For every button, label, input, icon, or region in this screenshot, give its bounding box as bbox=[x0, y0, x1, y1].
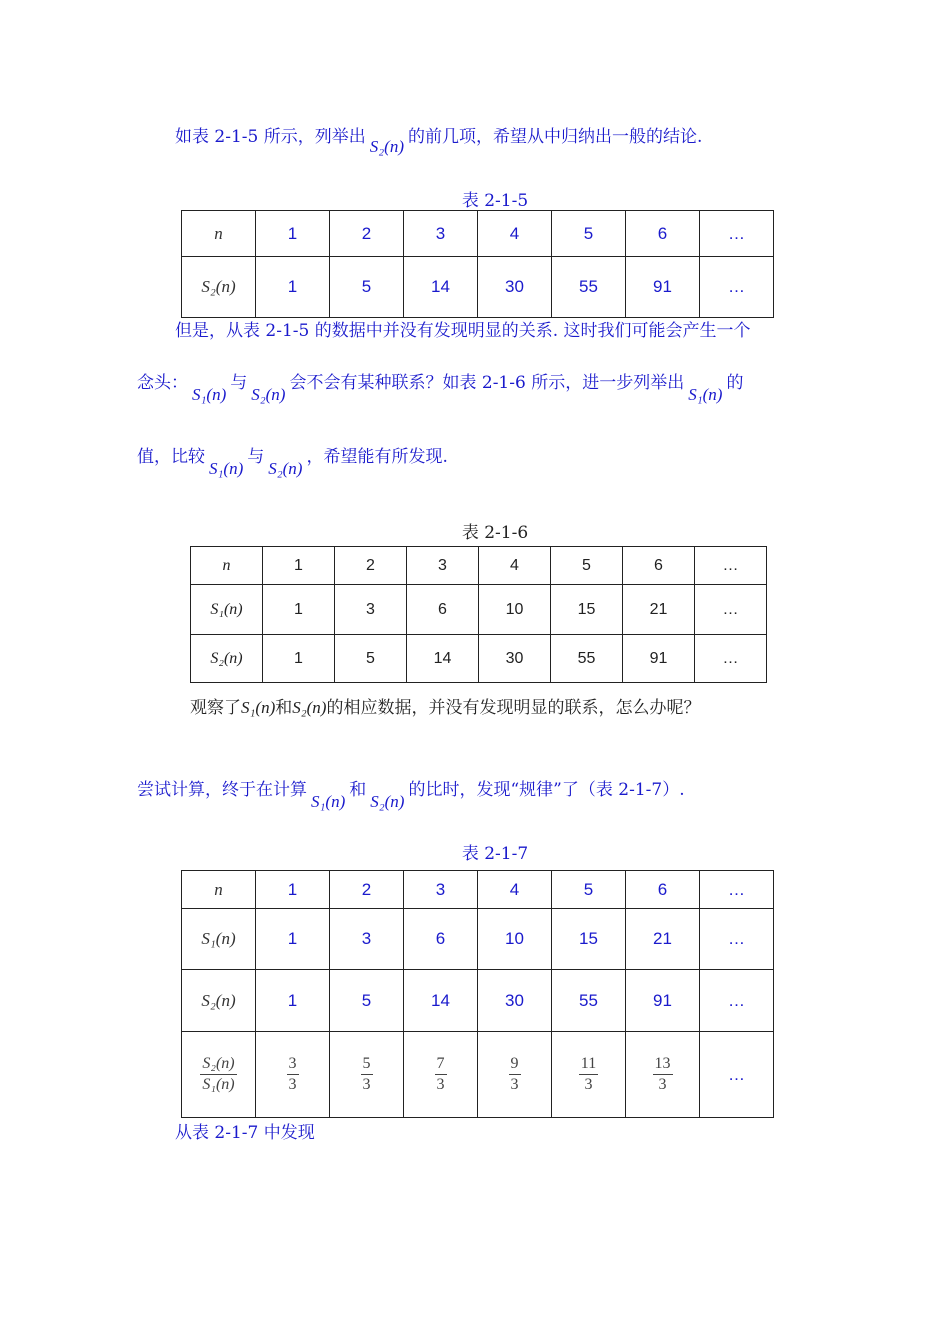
paragraph-2-line-2: 念头：S₁(n)与S₂(n)会不会有某种联系？如表 2-1-6 所示，进一步列举出S₁(n)的 bbox=[137, 373, 744, 404]
paragraph-2-line-1: 但是，从表 2-1-5 的数据中并没有发现明显的关系. 这时我们可能会产生一个 bbox=[175, 321, 751, 341]
ratio-fraction: $\frac{9}{3}$ bbox=[510, 1055, 519, 1093]
table-row: n 1 2 3 4 5 6 … bbox=[182, 871, 774, 909]
table-row: n 1 2 3 4 5 6 … bbox=[182, 211, 774, 257]
ratio-fraction: $\frac{5}{3}$ bbox=[362, 1055, 371, 1093]
ratio-fraction: $\frac{3}{3}$ bbox=[288, 1055, 297, 1093]
table-row: S₂(n) 1 5 14 30 55 91 … bbox=[191, 635, 767, 683]
table-row: S₂(n) 1 5 14 30 55 91 … bbox=[182, 257, 774, 318]
table-caption-2-1-6: 表 2-1-6 bbox=[461, 523, 529, 543]
table-2-1-7 bbox=[181, 870, 774, 1118]
ratio-label-fraction: $\frac{\text{S₂(n)}}{\text{S₁(n)}}$ bbox=[202, 1055, 235, 1093]
paragraph-5: 从表 2-1-7 中发现 bbox=[175, 1123, 315, 1143]
paragraph-1: 如表 2-1-5 所示，列举出 S₂(n) 的前几项，希望从中归纳出一般的结论. bbox=[175, 127, 703, 156]
table-2-1-5 bbox=[181, 210, 774, 318]
math-s2n: S₂(n) bbox=[369, 137, 404, 156]
table-row: S₁(n) 1 3 6 10 15 21 … bbox=[191, 585, 767, 635]
paragraph-3: 观察了S₁(n)和S₂(n)的相应数据，并没有发现明显的联系，怎么办呢？ bbox=[190, 698, 701, 718]
table-caption-2-1-5: 表 2-1-5 bbox=[461, 191, 529, 211]
table-2-1-6 bbox=[190, 546, 767, 683]
paragraph-4: 尝试计算，终于在计算S₁(n)和S₂(n)的比时，发现“规律”了（表 2-1-7）. bbox=[137, 780, 685, 811]
paragraph-2-line-3: 值，比较S₁(n)与S₂(n)，希望能有所发现. bbox=[137, 447, 448, 478]
table-row: S₂(n) 1 5 14 30 55 91 … bbox=[182, 970, 774, 1032]
table-row: S₁(n) 1 3 6 10 15 21 … bbox=[182, 909, 774, 970]
ratio-fraction: $\frac{13}{3}$ bbox=[654, 1055, 671, 1093]
ratio-fraction: $\frac{7}{3}$ bbox=[436, 1055, 445, 1093]
ratio-fraction: $\frac{11}{3}$ bbox=[580, 1055, 597, 1093]
table-row: n 1 2 3 4 5 6 … bbox=[191, 547, 767, 585]
table-caption-2-1-7: 表 2-1-7 bbox=[461, 844, 529, 864]
table-row: $\frac{\text{S₂(n)}}{\text{S₁(n)}}$ $\frac{3}{3}$ $\frac{5}{3}$ $\frac{7}{3}$ $\frac{9}{3}$ $\frac{11}{3}$ $\frac{13}{3}$ … bbox=[182, 1032, 774, 1118]
